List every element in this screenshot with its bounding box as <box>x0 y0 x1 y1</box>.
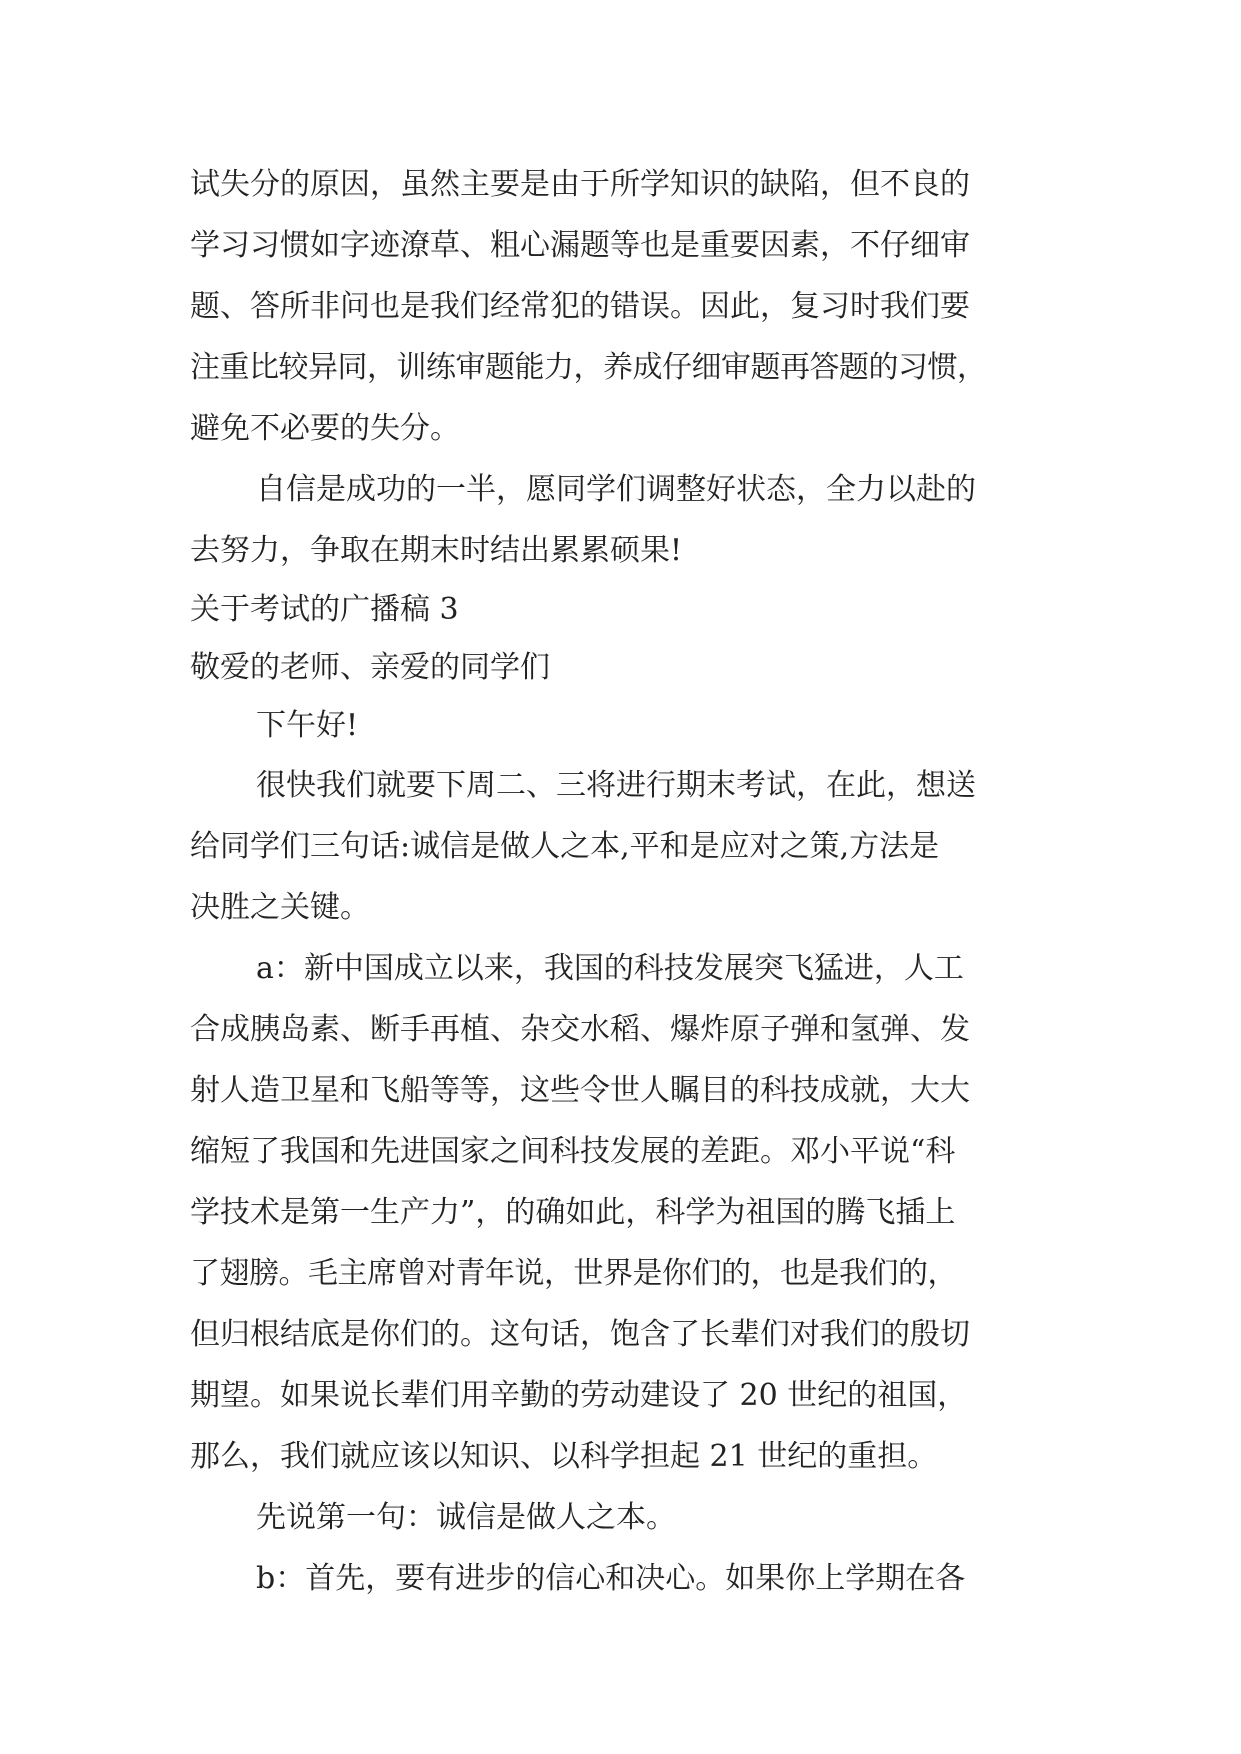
text-line: 给同学们三句话:诚信是做人之本,平和是应对之策,方法是 <box>190 829 940 864</box>
section-heading: 关于考试的广播稿 3 <box>190 592 459 627</box>
document-body <box>190 154 1060 1609</box>
text-line: 去努力，争取在期末时结出累累硕果! <box>190 533 683 568</box>
text-line: 试失分的原因，虽然主要是由于所学知识的缺陷，但不良的 <box>190 167 970 202</box>
text-line: 学技术是第一生产力”，的确如此，科学为祖国的腾飞插上 <box>190 1195 956 1230</box>
paragraph-line: 很快我们就要下周二、三将进行期末考试，在此，想送 <box>256 768 976 803</box>
greeting: 下午好! <box>256 708 359 743</box>
text-line: 射人造卫星和飞船等等，这些令世人瞩目的科技成就，大大 <box>190 1073 970 1108</box>
text-line: 避免不必要的失分。 <box>190 411 460 446</box>
text-line: 题、答所非问也是我们经常犯的错误。因此，复习时我们要 <box>190 289 970 324</box>
text-line: 缩短了我国和先进国家之间科技发展的差距。邓小平说“科 <box>190 1134 956 1169</box>
text-line: 了翅膀。毛主席曾对青年说，世界是你们的，也是我们的， <box>190 1256 957 1291</box>
paragraph-line: b：首先，要有进步的信心和决心。如果你上学期在各 <box>256 1561 966 1596</box>
paragraph-line: 自信是成功的一半，愿同学们调整好状态，全力以赴的 <box>256 472 976 507</box>
text-line: 合成胰岛素、断手再植、杂交水稻、爆炸原子弹和氢弹、发 <box>190 1012 970 1047</box>
paragraph-line: 先说第一句：诚信是做人之本。 <box>256 1500 676 1535</box>
text-line: 期望。如果说长辈们用辛勤的劳动建设了 20 世纪的祖国， <box>190 1378 968 1413</box>
paragraph-line: a：新中国成立以来，我国的科技发展突飞猛进，人工 <box>256 951 964 986</box>
text-line: 学习习惯如字迹潦草、粗心漏题等也是重要因素，不仔细审 <box>190 228 970 263</box>
text-line: 注重比较异同，训练审题能力，养成仔细审题再答题的习惯， <box>190 350 987 385</box>
text-line: 决胜之关键。 <box>190 890 370 925</box>
text-line: 但归根结底是你们的。这句话，饱含了长辈们对我们的殷切 <box>190 1317 970 1352</box>
salutation: 敬爱的老师、亲爱的同学们 <box>190 650 550 685</box>
text-line: 那么，我们就应该以知识、以科学担起 21 世纪的重担。 <box>190 1439 938 1474</box>
